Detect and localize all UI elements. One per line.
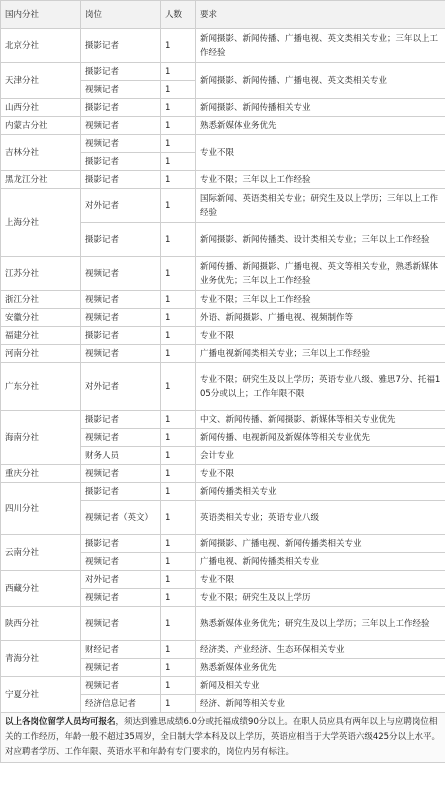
requirement-cell: 新闻传播、新闻摄影、广播电视、英文等相关专业，熟悉新媒体业务优先；三年以上工作经验	[196, 257, 445, 291]
branch-cell: 安徽分社	[1, 309, 81, 327]
count-cell: 1	[161, 535, 196, 553]
table-row	[1, 309, 445, 327]
position-cell: 对外记者	[81, 571, 161, 589]
position-cell: 财经记者	[81, 641, 161, 659]
count-cell: 1	[161, 363, 196, 411]
count-cell: 1	[161, 571, 196, 589]
footer-note-bold: 以上各岗位留学人员均可报名	[5, 717, 116, 727]
branch-cell: 宁夏分社	[1, 677, 81, 713]
position-cell: 摄影记者	[81, 483, 161, 501]
table-row	[1, 345, 445, 363]
table-row	[1, 535, 445, 553]
count-cell: 1	[161, 345, 196, 363]
count-cell: 1	[161, 659, 196, 677]
requirement-cell: 专业不限	[196, 571, 445, 589]
branch-cell: 四川分社	[1, 483, 81, 535]
count-cell: 1	[161, 153, 196, 171]
table-row	[1, 257, 445, 291]
count-cell: 1	[161, 189, 196, 223]
requirement-cell: 广播电视、新闻传播类相关专业	[196, 553, 445, 571]
table-row	[1, 117, 445, 135]
position-cell: 视频记者	[81, 291, 161, 309]
branch-cell: 江苏分社	[1, 257, 81, 291]
requirement-cell: 专业不限	[196, 327, 445, 345]
branch-cell: 广东分社	[1, 363, 81, 411]
footer-note-text: ，须达到雅思成绩6.0分或托福成绩90分以上。在职人员应具有两年以上与应聘岗位相关的工作经历，年龄一般不超过35周岁，全日制大学本科及以上学历，英语应相当于大学英语六级425分以上水平。对应聘者学历、工作年限、英语水平和年龄有专门要求的，岗位内另有标注。	[5, 717, 441, 757]
count-cell: 1	[161, 63, 196, 81]
requirement-cell: 经济类、产业经济、生态环保相关专业	[196, 641, 445, 659]
requirement-cell: 国际新闻、英语类相关专业；研究生及以上学历；三年以上工作经验	[196, 189, 445, 223]
position-cell: 视频记者	[81, 659, 161, 677]
table-row	[1, 189, 445, 223]
position-cell: 视频记者	[81, 257, 161, 291]
table-row	[1, 29, 445, 63]
position-cell: 视频记者	[81, 677, 161, 695]
count-cell: 1	[161, 677, 196, 695]
count-cell: 1	[161, 607, 196, 641]
requirement-cell: 新闻传播、电视新闻及新媒体等相关专业优先	[196, 429, 445, 447]
footer-note	[1, 713, 445, 763]
branch-cell: 黑龙江分社	[1, 171, 81, 189]
position-cell: 经济信息记者	[81, 695, 161, 713]
branch-cell: 天津分社	[1, 63, 81, 99]
table-row	[1, 63, 445, 81]
position-cell: 视频记者	[81, 345, 161, 363]
branch-cell: 山西分社	[1, 99, 81, 117]
branch-cell: 吉林分社	[1, 135, 81, 171]
position-cell: 视频记者	[81, 607, 161, 641]
branch-cell: 西藏分社	[1, 571, 81, 607]
count-cell: 1	[161, 309, 196, 327]
position-cell: 视频记者	[81, 309, 161, 327]
requirement-cell: 新闻摄影、新闻传播类、设计类相关专业；三年以上工作经验	[196, 223, 445, 257]
position-cell: 对外记者	[81, 363, 161, 411]
table-row	[1, 677, 445, 695]
count-cell: 1	[161, 117, 196, 135]
branch-cell: 内蒙古分社	[1, 117, 81, 135]
position-cell: 视频记者	[81, 81, 161, 99]
table-row	[1, 363, 445, 411]
count-cell: 1	[161, 171, 196, 189]
requirement-cell: 熟悉新媒体业务优先	[196, 659, 445, 677]
requirement-cell: 专业不限	[196, 465, 445, 483]
position-cell: 摄影记者	[81, 99, 161, 117]
table-row	[1, 327, 445, 345]
table-header-row	[1, 1, 445, 29]
count-cell: 1	[161, 483, 196, 501]
requirement-cell: 新闻传播类相关专业	[196, 483, 445, 501]
count-cell: 1	[161, 501, 196, 535]
branch-cell: 云南分社	[1, 535, 81, 571]
requirement-cell: 新闻及相关专业	[196, 677, 445, 695]
branch-cell: 重庆分社	[1, 465, 81, 483]
count-cell: 1	[161, 695, 196, 713]
count-cell: 1	[161, 465, 196, 483]
count-cell: 1	[161, 81, 196, 99]
requirement-cell: 熟悉新媒体业务优先；研究生及以上学历；三年以上工作经验	[196, 607, 445, 641]
position-cell: 视频记者	[81, 429, 161, 447]
count-cell: 1	[161, 641, 196, 659]
branch-cell: 海南分社	[1, 411, 81, 465]
count-cell: 1	[161, 291, 196, 309]
footer-row	[1, 713, 445, 763]
requirement-cell: 专业不限	[196, 135, 445, 171]
position-cell: 摄影记者	[81, 171, 161, 189]
requirement-cell: 新闻摄影、广播电视、新闻传播类相关专业	[196, 535, 445, 553]
requirement-cell: 专业不限；三年以上工作经验	[196, 291, 445, 309]
position-cell: 摄影记者	[81, 223, 161, 257]
branch-cell: 北京分社	[1, 29, 81, 63]
count-cell: 1	[161, 29, 196, 63]
position-cell: 视频记者	[81, 135, 161, 153]
position-cell: 视频记者	[81, 117, 161, 135]
table-row	[1, 135, 445, 153]
table-row	[1, 571, 445, 589]
position-cell: 视频记者	[81, 553, 161, 571]
table-row	[1, 171, 445, 189]
position-cell: 摄影记者	[81, 535, 161, 553]
requirement-cell: 外语、新闻摄影、广播电视、视频制作等	[196, 309, 445, 327]
requirement-cell: 新闻摄影、新闻传播、广播电视、英文类相关专业	[196, 63, 445, 99]
table-row	[1, 483, 445, 501]
position-cell: 视频记者	[81, 465, 161, 483]
table-row	[1, 607, 445, 641]
requirement-cell: 熟悉新媒体业务优先	[196, 117, 445, 135]
header-branch: 国内分社	[1, 1, 81, 29]
header-count: 人数	[161, 1, 196, 29]
requirement-cell: 专业不限；研究生及以上学历	[196, 589, 445, 607]
count-cell: 1	[161, 589, 196, 607]
count-cell: 1	[161, 411, 196, 429]
position-cell: 对外记者	[81, 189, 161, 223]
count-cell: 1	[161, 327, 196, 345]
table-row	[1, 465, 445, 483]
requirement-cell: 新闻摄影、新闻传播、广播电视、英文类相关专业；三年以上工作经验	[196, 29, 445, 63]
branch-cell: 福建分社	[1, 327, 81, 345]
requirement-cell: 新闻摄影、新闻传播相关专业	[196, 99, 445, 117]
branch-cell: 浙江分社	[1, 291, 81, 309]
header-position: 岗位	[81, 1, 161, 29]
position-cell: 摄影记者	[81, 63, 161, 81]
count-cell: 1	[161, 135, 196, 153]
position-cell: 摄影记者	[81, 153, 161, 171]
position-cell: 视频记者	[81, 589, 161, 607]
position-cell: 视频记者（英文）	[81, 501, 161, 535]
requirement-cell: 中文、新闻传播、新闻摄影、新媒体等相关专业优先	[196, 411, 445, 429]
position-cell: 摄影记者	[81, 29, 161, 63]
requirement-cell: 经济、新闻等相关专业	[196, 695, 445, 713]
branch-cell: 青海分社	[1, 641, 81, 677]
branch-cell: 河南分社	[1, 345, 81, 363]
count-cell: 1	[161, 429, 196, 447]
position-cell: 财务人员	[81, 447, 161, 465]
header-requirements: 要求	[196, 1, 445, 29]
table-row	[1, 641, 445, 659]
table-row	[1, 99, 445, 117]
requirement-cell: 专业不限；三年以上工作经验	[196, 171, 445, 189]
count-cell: 1	[161, 223, 196, 257]
position-cell: 摄影记者	[81, 327, 161, 345]
requirement-cell: 专业不限；研究生及以上学历；英语专业八级、雅思7分、托福105分或以上；工作年限不限	[196, 363, 445, 411]
branch-cell: 上海分社	[1, 189, 81, 257]
requirement-cell: 会计专业	[196, 447, 445, 465]
count-cell: 1	[161, 257, 196, 291]
position-cell: 摄影记者	[81, 411, 161, 429]
table-row	[1, 411, 445, 429]
table-row	[1, 291, 445, 309]
count-cell: 1	[161, 553, 196, 571]
count-cell: 1	[161, 99, 196, 117]
requirement-cell: 广播电视新闻类相关专业；三年以上工作经验	[196, 345, 445, 363]
branch-cell: 陕西分社	[1, 607, 81, 641]
count-cell: 1	[161, 447, 196, 465]
requirement-cell: 英语类相关专业；英语专业八级	[196, 501, 445, 535]
